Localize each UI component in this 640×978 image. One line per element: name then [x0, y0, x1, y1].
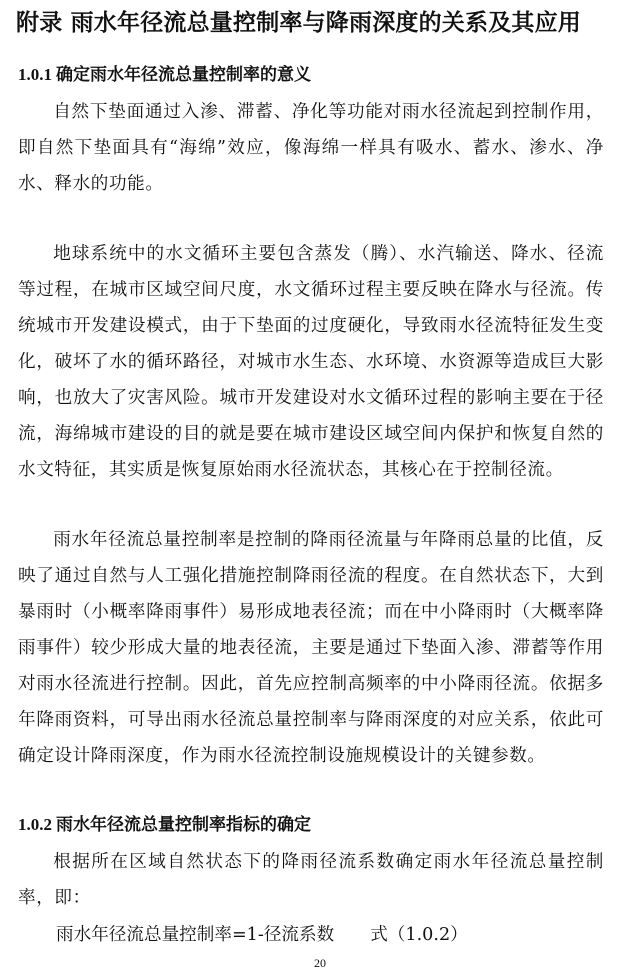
section-heading-1-0-2: [18, 812, 311, 838]
section-heading-text: 确定雨水年径流总量控制率的意义: [56, 65, 311, 85]
paragraph-index-determination: 根据所在区域自然状态下的降雨径流系数确定雨水年径流总量控制率，即：: [18, 852, 604, 908]
formula-expression: 雨水年径流总量控制率=1-径流系数: [56, 925, 335, 945]
paragraph-control-rate-definition: 雨水年径流总量控制率是控制的降雨径流量与年降雨总量的比值，反映了通过自然与人工强化措施控制降雨径流的程度。在自然状态下，大到暴雨时（小概率降雨事件）易形成地表径流；而在中小降雨时（大概率降雨事件）较少形成大量的地表径流，主要是通过下垫面入渗、滞蓄等作用对雨水径流进行控制。因此，首先应控制高频率的中小降雨径流。依据多年降雨资料，可导出雨水径流总量控制率与降雨深度的对应关系，依此可确定设计降雨深度，作为雨水径流控制设施规模设计的关键参数。: [18, 530, 604, 766]
paragraph-sponge-effect: 自然下垫面通过入渗、滞蓄、净化等功能对雨水径流起到控制作用，即自然下垫面具有“海绵”效应，像海绵一样具有吸水、蓄水、渗水、净水、释水的功能。: [18, 102, 604, 194]
section-heading-text: 雨水年径流总量控制率指标的确定: [56, 815, 311, 835]
formula-reference: 式（1.0.2）: [370, 925, 468, 945]
page-number: 20: [314, 956, 326, 970]
page-title: 附录 雨水年径流总量控制率与降雨深度的关系及其应用: [16, 10, 582, 36]
section-heading-1-0-1: [18, 62, 311, 88]
section-number: 1.0.2: [18, 815, 52, 834]
section-number: 1.0.1: [18, 65, 52, 84]
formula-1-0-2: [56, 921, 468, 949]
paragraph-hydrologic-cycle: 地球系统中的水文循环主要包含蒸发（腾）、水汽输送、降水、径流等过程，在城市区域空间尺度，水文循环过程主要反映在降水与径流。传统城市开发建设模式，由于下垫面的过度硬化，导致雨水径流特征发生变化，破坏了水的循环路径，对城市水生态、水环境、水资源等造成巨大影响，也放大了灾害风险。城市开发建设对水文循环过程的影响主要在于径流，海绵城市建设的目的就是要在城市建设区域空间内保护和恢复自然的水文特征，其实质是恢复原始雨水径流状态，其核心在于控制径流。: [18, 244, 604, 480]
